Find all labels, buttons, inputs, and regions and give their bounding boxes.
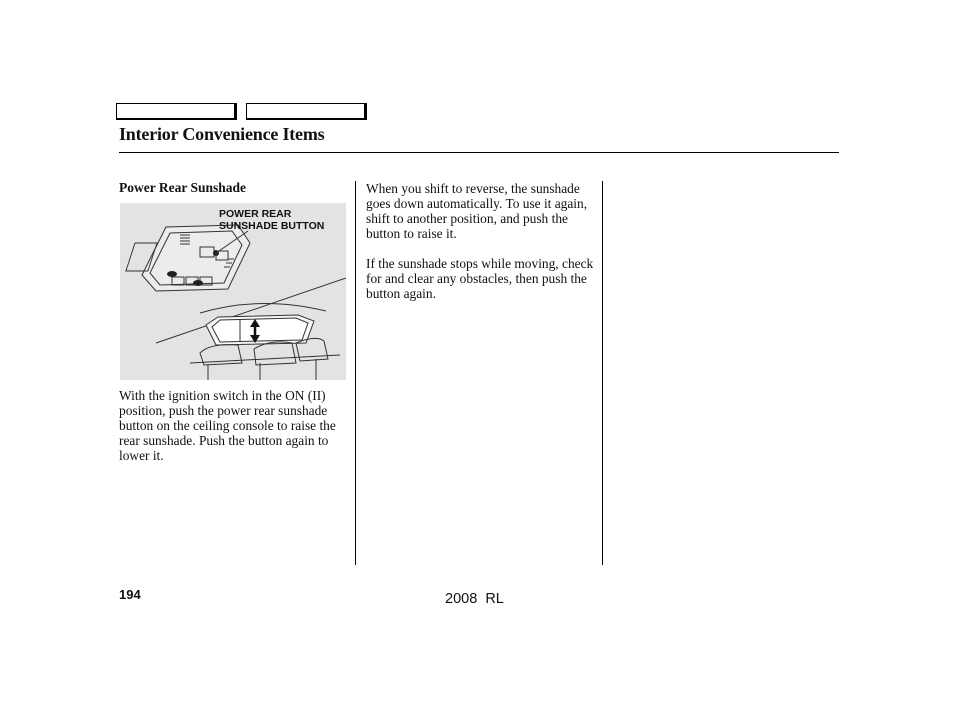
figure-callout xyxy=(219,208,324,232)
page-number: 194 xyxy=(119,587,141,602)
model-footer: 2008 RL xyxy=(445,591,504,607)
column-divider-1 xyxy=(355,181,356,565)
paragraph-ignition: With the ignition switch in the ON (II) position, push the power rear sunshade button on the ceiling console to raise the rear sunshade. Push the button again to lower it. xyxy=(119,388,336,463)
section-heading: Power Rear Sunshade xyxy=(119,180,247,195)
callout-line-2: SUNSHADE BUTTON xyxy=(219,220,325,232)
paragraph-obstacles: If the sunshade stops while moving, check for and clear any obstacles, then push the button again. xyxy=(366,256,594,301)
sunshade-illustration xyxy=(120,203,346,380)
nav-tab-2[interactable] xyxy=(246,103,367,120)
paragraph-reverse: When you shift to reverse, the sunshade goes down automatically. To use it again, shift to another position, and push the button to raise it. xyxy=(366,181,588,241)
page-title: Interior Convenience Items xyxy=(119,124,325,144)
title-divider xyxy=(119,152,839,153)
column-divider-2 xyxy=(602,181,603,565)
callout-line-1: POWER REAR xyxy=(219,208,292,220)
nav-tab-1[interactable] xyxy=(116,103,237,120)
